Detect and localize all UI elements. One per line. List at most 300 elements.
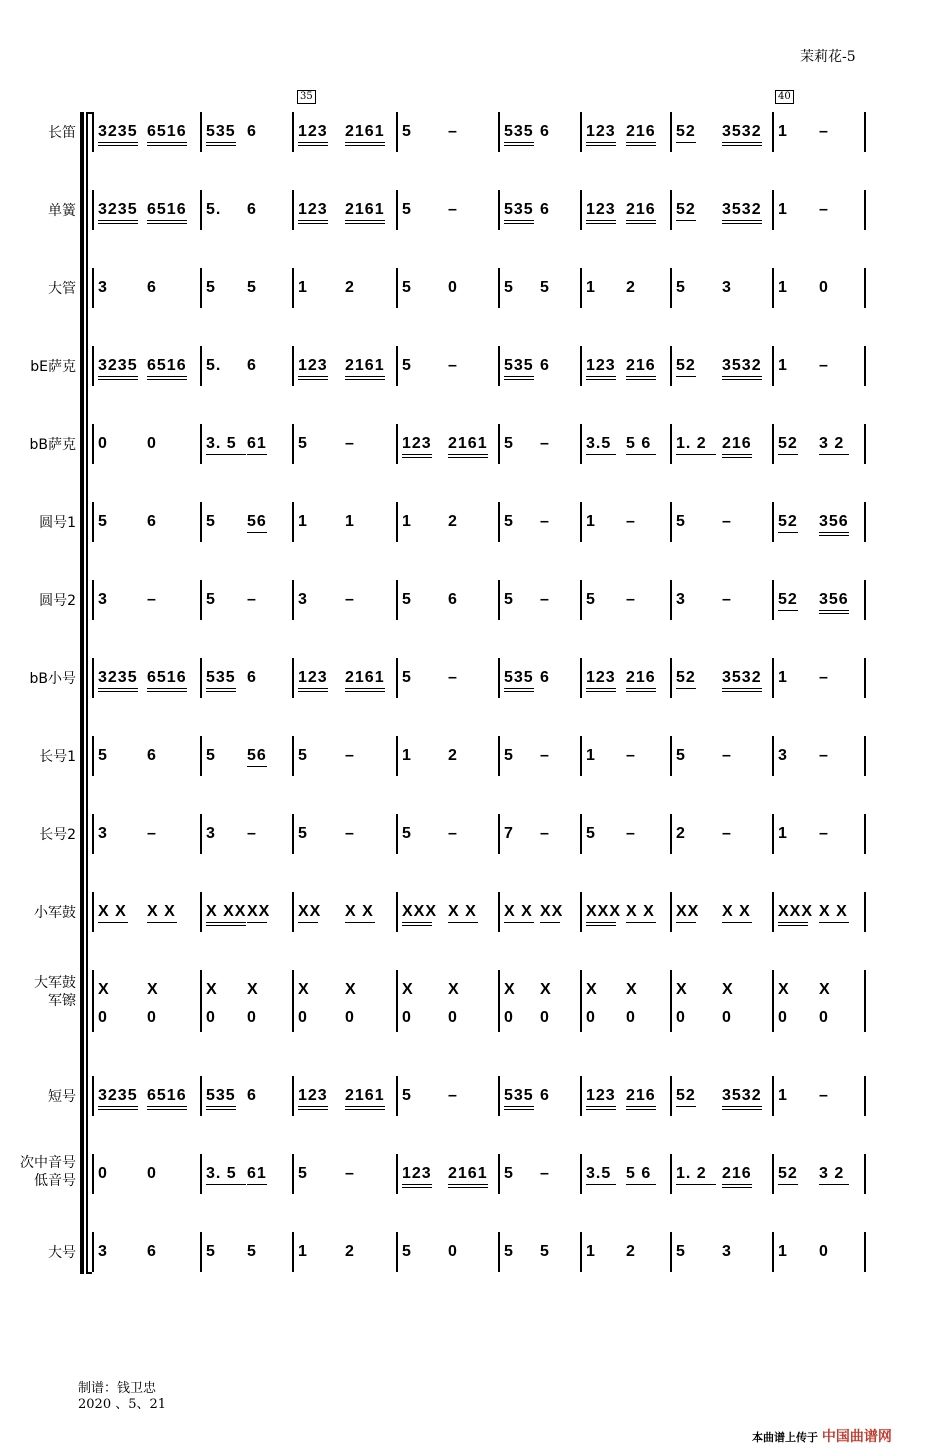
beam-line <box>298 142 328 143</box>
barline <box>292 346 294 386</box>
note-text: X <box>147 981 159 998</box>
beam-line <box>819 922 849 923</box>
beam-line <box>626 220 656 221</box>
note-text: 3. 5 <box>206 435 237 452</box>
note-text: 1 <box>586 1243 596 1260</box>
note-text: 5 <box>298 747 308 764</box>
footer-arranger: 制谱：钱卫忠 <box>78 1381 157 1396</box>
note-text: – <box>722 747 732 764</box>
note-text: 216 <box>626 357 656 374</box>
barline <box>92 892 94 932</box>
note-text: X <box>206 981 218 998</box>
note-text: 356 <box>819 513 849 530</box>
note-text: 52 <box>778 435 798 452</box>
instrument-label: 长笛 <box>48 125 76 141</box>
note-text: – <box>626 591 636 608</box>
barline <box>200 1154 202 1194</box>
note-text: 1. 2 <box>676 435 707 452</box>
beam-line <box>345 691 385 692</box>
beam-line <box>586 1106 616 1107</box>
note-text: 535 <box>206 1087 236 1104</box>
barline <box>498 892 500 932</box>
note-text: 1 <box>298 1243 308 1260</box>
note-text: 5. <box>206 357 222 374</box>
beam-line <box>345 688 385 689</box>
barline <box>292 814 294 854</box>
barline <box>498 970 500 1032</box>
note-text: X X <box>147 903 176 920</box>
note-text: 0 <box>206 1009 216 1026</box>
note-text: – <box>819 825 829 842</box>
note-text: 123 <box>586 1087 616 1104</box>
beam-line <box>206 1184 246 1185</box>
note-text: 3 <box>298 591 308 608</box>
note-text: XXX <box>778 903 814 920</box>
beam-line <box>402 922 432 923</box>
barline <box>670 424 672 464</box>
note-text: X <box>586 981 598 998</box>
note-text: – <box>345 591 355 608</box>
barline <box>92 1154 94 1194</box>
note-text: 0 <box>98 1009 108 1026</box>
note-text: 5 <box>206 747 216 764</box>
note-text: X <box>722 981 734 998</box>
note-text: – <box>626 513 636 530</box>
barline <box>670 1232 672 1272</box>
note-text: 3 <box>98 591 108 608</box>
note-text: 61 <box>247 435 267 452</box>
barline <box>864 268 866 308</box>
note-text: 2 <box>626 279 636 296</box>
note-text: 6 <box>147 513 157 530</box>
note-text: – <box>345 435 355 452</box>
barline <box>292 970 294 1032</box>
beam-line <box>626 1184 656 1185</box>
note-text: – <box>819 669 829 686</box>
note-text: 56 <box>247 747 267 764</box>
barline <box>92 1232 94 1272</box>
beam-line <box>626 691 656 692</box>
note-text: 5 <box>586 591 596 608</box>
beam-line <box>402 1184 432 1185</box>
note-text: 1 <box>778 201 788 218</box>
beam-line <box>586 1109 616 1110</box>
barline <box>670 658 672 698</box>
barline <box>772 970 774 1032</box>
beam-line <box>98 145 138 146</box>
note-text: 3 <box>722 1243 732 1260</box>
barline <box>580 190 582 230</box>
note-text: 0 <box>778 1009 788 1026</box>
barline <box>498 190 500 230</box>
barline <box>772 1076 774 1116</box>
barline <box>670 502 672 542</box>
note-text: 3235 <box>98 123 138 140</box>
note-text: 6516 <box>147 1087 187 1104</box>
note-text: 123 <box>298 669 328 686</box>
note-text: – <box>448 825 458 842</box>
beam-line <box>586 223 616 224</box>
note-text: 216 <box>626 123 656 140</box>
barline <box>200 502 202 542</box>
note-text: 2 <box>345 279 355 296</box>
note-text: 5 <box>402 201 412 218</box>
staff-row <box>0 736 943 776</box>
note-text: – <box>819 123 829 140</box>
beam-line <box>504 1106 534 1107</box>
note-text: 0 <box>98 435 108 452</box>
measure-marker-40: 40 <box>775 90 794 104</box>
barline <box>396 502 398 542</box>
note-text: X X <box>819 903 848 920</box>
beam-line <box>98 379 138 380</box>
note-text: 5 <box>676 279 686 296</box>
instrument-label: 次中音号 低音号 <box>20 1155 76 1189</box>
note-text: 61 <box>247 1165 267 1182</box>
barline <box>292 658 294 698</box>
note-text: 6 <box>147 279 157 296</box>
beam-line <box>586 145 616 146</box>
note-text: 3235 <box>98 1087 138 1104</box>
note-text: 5 <box>402 825 412 842</box>
note-text: 0 <box>298 1009 308 1026</box>
barline <box>670 190 672 230</box>
barline <box>580 112 582 152</box>
note-text: XXX <box>402 903 438 920</box>
barline <box>580 502 582 542</box>
note-text: 0 <box>98 1165 108 1182</box>
beam-line <box>345 1109 385 1110</box>
note-text: 5 <box>206 1243 216 1260</box>
note-text: 6 <box>247 357 257 374</box>
barline <box>772 268 774 308</box>
barline <box>396 112 398 152</box>
staff-row <box>0 892 943 932</box>
note-text: 123 <box>402 1165 432 1182</box>
watermark-prefix: 本曲谱上传于 <box>752 1431 818 1444</box>
beam-line <box>504 691 534 692</box>
beam-line <box>586 925 616 926</box>
note-text: X X <box>448 903 477 920</box>
note-text: 5 <box>206 591 216 608</box>
staff-row <box>0 1076 943 1116</box>
barline <box>772 502 774 542</box>
barline <box>580 814 582 854</box>
instrument-label: 圆号2 <box>39 593 76 609</box>
note-text: 52 <box>676 1087 696 1104</box>
beam-line <box>586 922 616 923</box>
note-text: 1 <box>778 123 788 140</box>
barline <box>92 112 94 152</box>
note-text: 6 <box>147 1243 157 1260</box>
beam-line <box>206 691 236 692</box>
beam-line <box>247 922 267 923</box>
barline <box>396 1154 398 1194</box>
note-text: 216 <box>722 435 752 452</box>
note-text: 2 <box>448 747 458 764</box>
beam-line <box>778 925 808 926</box>
barline <box>498 424 500 464</box>
beam-line <box>722 688 762 689</box>
staff-row <box>0 424 943 464</box>
note-text: 0 <box>345 1009 355 1026</box>
note-text: XX <box>247 903 271 920</box>
instrument-label: bB小号 <box>29 671 76 687</box>
note-text: X X <box>504 903 533 920</box>
note-text: 123 <box>586 123 616 140</box>
beam-line <box>345 922 375 923</box>
note-text: 123 <box>298 123 328 140</box>
note-text: X X <box>345 903 374 920</box>
note-text: 123 <box>586 201 616 218</box>
beam-line <box>722 1187 752 1188</box>
note-text: 1 <box>586 279 596 296</box>
note-text: X <box>819 981 831 998</box>
note-text: 1 <box>298 513 308 530</box>
note-text: 5 <box>504 1165 514 1182</box>
note-text: 0 <box>448 1009 458 1026</box>
beam-line <box>722 457 752 458</box>
note-text: X <box>98 981 110 998</box>
note-text: 1 <box>778 357 788 374</box>
beam-line <box>247 454 267 455</box>
beam-line <box>206 1106 236 1107</box>
note-text: – <box>819 201 829 218</box>
staff-row <box>0 268 943 308</box>
beam-line <box>778 454 798 455</box>
note-text: 2161 <box>345 357 385 374</box>
note-text: 5 <box>298 825 308 842</box>
note-text: 1 <box>778 1087 788 1104</box>
note-text: 5 <box>247 279 257 296</box>
barline <box>396 580 398 620</box>
staff-row <box>0 658 943 698</box>
note-text: 2 <box>448 513 458 530</box>
beam-line <box>819 532 849 533</box>
beam-line <box>504 220 534 221</box>
note-text: 5 6 <box>626 1165 652 1182</box>
beam-line <box>206 142 236 143</box>
watermark <box>752 1426 892 1446</box>
note-text: 2161 <box>448 435 488 452</box>
barline <box>670 1154 672 1194</box>
beam-line <box>345 145 385 146</box>
note-text: 2 <box>345 1243 355 1260</box>
beam-line <box>298 220 328 221</box>
beam-line <box>819 535 849 536</box>
beam-line <box>676 1106 696 1107</box>
barline <box>580 1154 582 1194</box>
barline <box>580 424 582 464</box>
note-text: 0 <box>402 1009 412 1026</box>
note-text: X X <box>722 903 751 920</box>
note-text: XX <box>298 903 322 920</box>
note-text: 52 <box>676 201 696 218</box>
barline <box>580 580 582 620</box>
beam-line <box>586 454 616 455</box>
barline <box>92 736 94 776</box>
barline <box>92 346 94 386</box>
note-text: 5 <box>98 747 108 764</box>
note-text: 52 <box>778 1165 798 1182</box>
note-text: – <box>147 825 157 842</box>
beam-line <box>676 142 696 143</box>
barline <box>864 580 866 620</box>
barline <box>498 502 500 542</box>
note-text: 5 <box>247 1243 257 1260</box>
note-text: – <box>626 747 636 764</box>
note-text: 7 <box>504 825 514 842</box>
barline <box>772 658 774 698</box>
note-text: 1 <box>778 1243 788 1260</box>
beam-line <box>676 454 716 455</box>
barline <box>292 892 294 932</box>
page-label: 茉莉花-5 <box>800 49 856 65</box>
note-text: 3 <box>778 747 788 764</box>
beam-line <box>676 220 696 221</box>
staff-row <box>0 502 943 542</box>
beam-line <box>147 142 187 143</box>
barline <box>772 1154 774 1194</box>
barline <box>200 1076 202 1116</box>
beam-line <box>298 1106 328 1107</box>
beam-line <box>298 145 328 146</box>
beam-line <box>626 145 656 146</box>
barline <box>670 268 672 308</box>
instrument-label: 大军鼓 军镲 <box>34 975 76 1009</box>
note-text: 6 <box>247 1087 257 1104</box>
note-text: 52 <box>778 513 798 530</box>
barline <box>498 1154 500 1194</box>
note-text: 3 <box>722 279 732 296</box>
watermark-brand: 中国曲谱网 <box>821 1429 892 1445</box>
note-text: – <box>448 1087 458 1104</box>
note-text: 5. <box>206 201 222 218</box>
beam-line <box>98 223 138 224</box>
note-text: – <box>540 513 550 530</box>
note-text: 0 <box>448 1243 458 1260</box>
note-text: 0 <box>147 1165 157 1182</box>
note-text: 0 <box>819 279 829 296</box>
beam-line <box>722 1184 752 1185</box>
note-text: – <box>540 747 550 764</box>
note-text: XX <box>540 903 564 920</box>
note-text: 216 <box>626 201 656 218</box>
note-text: 3. 5 <box>206 1165 237 1182</box>
barline <box>396 1076 398 1116</box>
note-text: 1 <box>345 513 355 530</box>
barline <box>396 970 398 1032</box>
beam-line <box>778 1184 798 1185</box>
measure-marker-35: 35 <box>297 90 316 104</box>
note-text: 5 <box>504 747 514 764</box>
note-text: 1 <box>778 279 788 296</box>
beam-line <box>298 691 328 692</box>
beam-line <box>722 1109 762 1110</box>
barline <box>864 658 866 698</box>
note-text: 6 <box>448 591 458 608</box>
barline <box>580 1076 582 1116</box>
beam-line <box>345 220 385 221</box>
barline <box>200 1232 202 1272</box>
barline <box>670 112 672 152</box>
beam-line <box>722 223 762 224</box>
note-text: – <box>722 513 732 530</box>
note-text: 2161 <box>345 669 385 686</box>
instrument-label: 长号1 <box>39 749 76 765</box>
beam-line <box>147 1106 187 1107</box>
barline <box>864 970 866 1032</box>
barline <box>200 112 202 152</box>
barline <box>498 736 500 776</box>
note-text: XX <box>676 903 700 920</box>
barline <box>772 112 774 152</box>
beam-line <box>722 142 762 143</box>
beam-line <box>626 922 656 923</box>
note-text: 3 2 <box>819 435 845 452</box>
barline <box>92 190 94 230</box>
instrument-label: 短号 <box>48 1089 76 1105</box>
barline <box>292 112 294 152</box>
barline <box>396 424 398 464</box>
barline <box>864 502 866 542</box>
beam-line <box>147 922 177 923</box>
barline <box>772 346 774 386</box>
beam-line <box>448 457 488 458</box>
note-text: 5 <box>586 825 596 842</box>
beam-line <box>778 532 798 533</box>
beam-line <box>778 610 798 611</box>
note-text: 6 <box>540 123 550 140</box>
note-text: 3235 <box>98 201 138 218</box>
note-text: – <box>819 747 829 764</box>
barline <box>864 190 866 230</box>
note-text: 2161 <box>345 201 385 218</box>
beam-line <box>504 376 534 377</box>
beam-line <box>540 922 560 923</box>
note-text: 5 <box>504 591 514 608</box>
note-text: 0 <box>448 279 458 296</box>
instrument-label: 大号 <box>48 1245 76 1261</box>
barline <box>92 658 94 698</box>
note-text: 1 <box>586 513 596 530</box>
barline <box>292 580 294 620</box>
note-text: 0 <box>676 1009 686 1026</box>
beam-line <box>147 691 187 692</box>
note-text: 0 <box>147 435 157 452</box>
barline <box>864 1154 866 1194</box>
beam-line <box>722 691 762 692</box>
note-text: X <box>345 981 357 998</box>
note-text: – <box>540 1165 550 1182</box>
barline <box>498 346 500 386</box>
beam-line <box>448 1187 488 1188</box>
beam-line <box>626 454 656 455</box>
barline <box>396 892 398 932</box>
staff-row <box>0 190 943 230</box>
note-text: X XX <box>206 903 247 920</box>
note-text: 6 <box>147 747 157 764</box>
note-text: 3235 <box>98 669 138 686</box>
note-text: X <box>504 981 516 998</box>
note-text: – <box>722 591 732 608</box>
staff-row <box>0 580 943 620</box>
barline <box>200 268 202 308</box>
note-text: 0 <box>819 1243 829 1260</box>
barline <box>498 658 500 698</box>
instrument-label: 单簧 <box>48 203 76 219</box>
note-text: 3 <box>98 825 108 842</box>
